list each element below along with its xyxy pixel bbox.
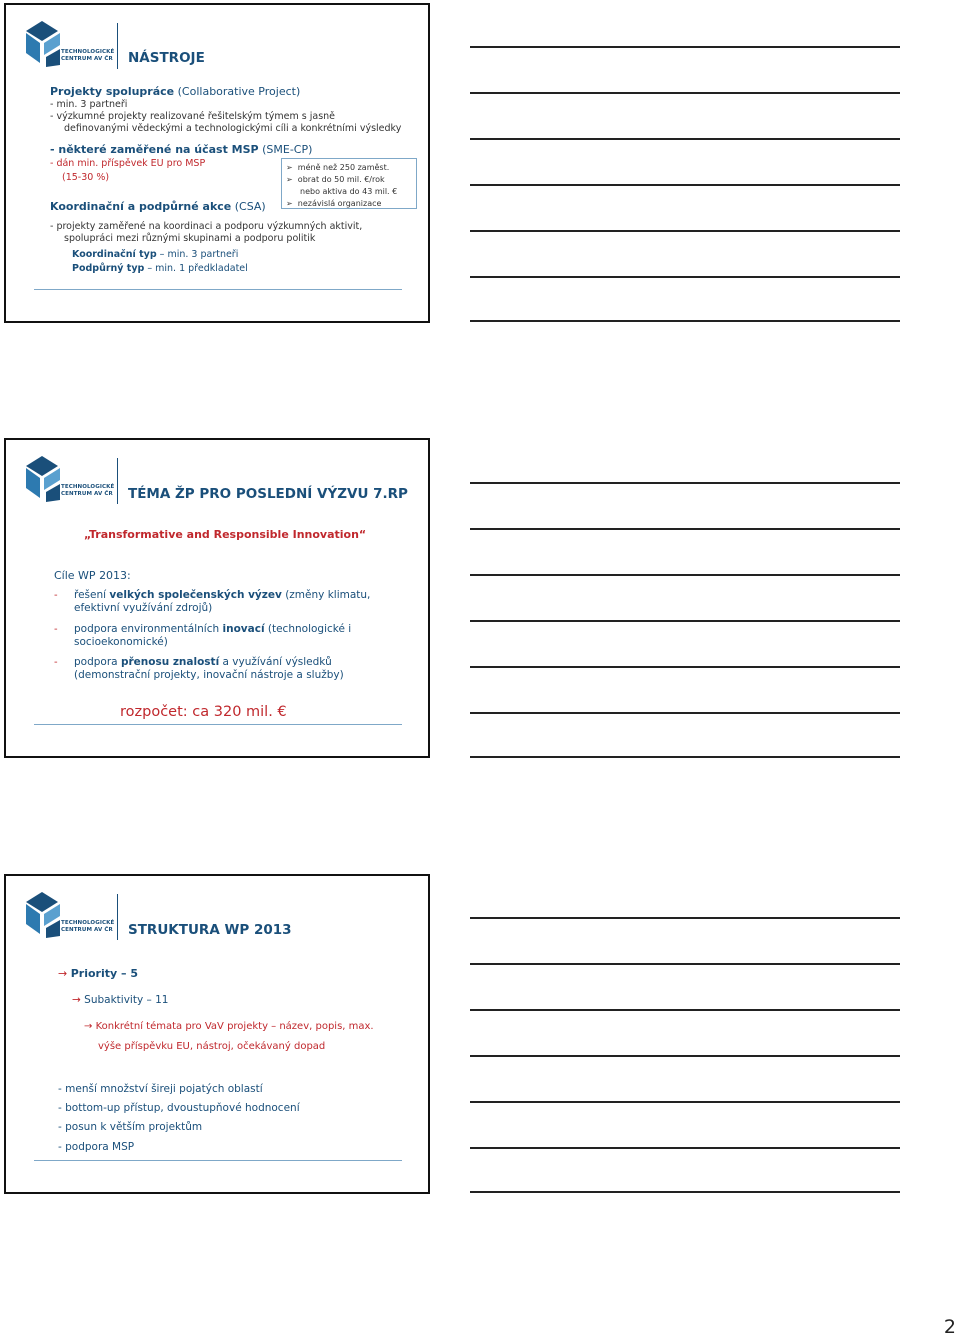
goal-2-line-1: podpora environmentálních inovací (technologické i	[74, 623, 352, 635]
budget: rozpočet: ca 320 mil. €	[120, 704, 287, 720]
header-separator	[117, 458, 118, 504]
goal-dash-2: -	[54, 624, 58, 635]
msp-criteria-box	[281, 158, 417, 209]
arrow-right-icon: →	[84, 1021, 93, 1032]
arrowhead-icon: ➢	[286, 163, 293, 172]
sme-heading: - některé zaměřené na účast MSP (SME-CP)	[50, 143, 313, 156]
box-item-2b: nebo aktiva do 43 mil. €	[300, 187, 398, 196]
goal-3-line-1: podpora přenosu znalostí a využívání výsledků	[74, 656, 332, 668]
topics-line-2: výše příspěvku EU, nástroj, očekávaný dopad	[98, 1041, 326, 1052]
sme-item-1: - dán min. příspěvek EU pro MSP	[50, 158, 206, 169]
struct-bullet-4: - podpora MSP	[58, 1141, 135, 1153]
slide-title: NÁSTROJE	[128, 50, 205, 66]
note-line	[470, 482, 900, 484]
tc-logo	[20, 890, 115, 942]
note-line	[470, 528, 900, 530]
note-line	[470, 184, 900, 186]
logo-text: TECHNOLOGICKÉ CENTRUM AV ČR	[61, 920, 115, 933]
header-separator	[117, 23, 118, 69]
tc-logo	[20, 19, 115, 71]
box-item-2: ➢ obrat do 50 mil. €/rok	[286, 175, 385, 184]
note-line	[470, 963, 900, 965]
header-separator	[117, 894, 118, 940]
slide-nastroje	[4, 3, 430, 323]
cp-item-1: - min. 3 partneři	[50, 99, 128, 110]
struct-bullet-3: - posun k větším projektům	[58, 1121, 203, 1133]
goals-heading: Cíle WP 2013:	[54, 569, 131, 582]
slide-subtitle: „Transformative and Responsible Innovation“	[84, 528, 367, 541]
arrow-right-icon: →	[72, 994, 81, 1006]
priority-line: → Priority – 5	[58, 967, 138, 980]
logo-text: TECHNOLOGICKÉ CENTRUM AV ČR	[61, 484, 115, 497]
note-line	[470, 230, 900, 232]
note-line	[470, 917, 900, 919]
box-item-1: ➢ méně než 250 zaměst.	[286, 163, 390, 172]
csa-item-1b: spolupráci mezi různými skupinami a podporu politik	[64, 233, 316, 244]
cp-item-2a: - výzkumné projekty realizované řešitelským týmem s jasně	[50, 111, 336, 122]
csa-heading: Koordinační a podpůrné akce (CSA)	[50, 200, 266, 213]
slide-title: STRUKTURA WP 2013	[128, 922, 292, 938]
cp-heading: Projekty spolupráce (Collaborative Project)	[50, 85, 301, 98]
note-line	[470, 756, 900, 758]
slide-struktura-wp	[4, 874, 430, 1194]
logo-text: TECHNOLOGICKÉ CENTRUM AV ČR	[61, 49, 115, 62]
sme-item-2: (15-30 %)	[62, 172, 110, 183]
support-type: Podpůrný typ – min. 1 předkladatel	[72, 263, 248, 274]
note-line	[470, 1101, 900, 1103]
topics-line-1: → Konkrétní témata pro VaV projekty – název, popis, max.	[84, 1021, 374, 1032]
note-line	[470, 46, 900, 48]
struct-bullet-2: - bottom-up přístup, dvoustupňové hodnocení	[58, 1102, 300, 1114]
arrowhead-icon: ➢	[286, 199, 293, 208]
cp-item-2b: definovanými vědeckými a technologickými cíli a konkrétními výsledky	[64, 123, 402, 134]
note-line	[470, 276, 900, 278]
note-line	[470, 712, 900, 714]
goal-3-line-2: (demonstrační projekty, inovační nástroje a služby)	[74, 669, 344, 681]
note-line	[470, 574, 900, 576]
bottom-rule	[34, 1160, 402, 1161]
struct-bullet-1: - menší množství šireji pojatých oblastí	[58, 1083, 263, 1095]
tc-logo	[20, 454, 115, 506]
bottom-rule	[34, 289, 402, 290]
note-line	[470, 1147, 900, 1149]
slide-title: TÉMA ŽP PRO POSLEDNÍ VÝZVU 7.RP	[128, 486, 408, 502]
coord-type: Koordinační typ – min. 3 partneři	[72, 249, 239, 260]
goal-2-line-2: socioekonomické)	[74, 636, 168, 648]
bottom-rule	[34, 724, 402, 725]
arrow-right-icon: →	[58, 967, 68, 980]
note-line	[470, 92, 900, 94]
goal-dash-1: -	[54, 590, 58, 601]
goal-dash-3: -	[54, 657, 58, 668]
slide-tema-zp	[4, 438, 430, 758]
note-line	[470, 138, 900, 140]
note-line	[470, 1191, 900, 1193]
arrowhead-icon: ➢	[286, 175, 293, 184]
csa-item-1a: - projekty zaměřené na koordinaci a podporu výzkumných aktivit,	[50, 221, 363, 232]
page-number: 2	[943, 1316, 956, 1338]
goal-1-line-1: řešení velkých společenských výzev (změny klimatu,	[74, 589, 371, 601]
note-line	[470, 1055, 900, 1057]
note-line	[470, 1009, 900, 1011]
note-line	[470, 320, 900, 322]
note-line	[470, 666, 900, 668]
note-line	[470, 620, 900, 622]
subactivity-line: → Subaktivity – 11	[72, 994, 169, 1006]
goal-1-line-2: efektivní využívání zdrojů)	[74, 602, 213, 614]
box-item-3: ➢ nezávislá organizace	[286, 199, 382, 208]
